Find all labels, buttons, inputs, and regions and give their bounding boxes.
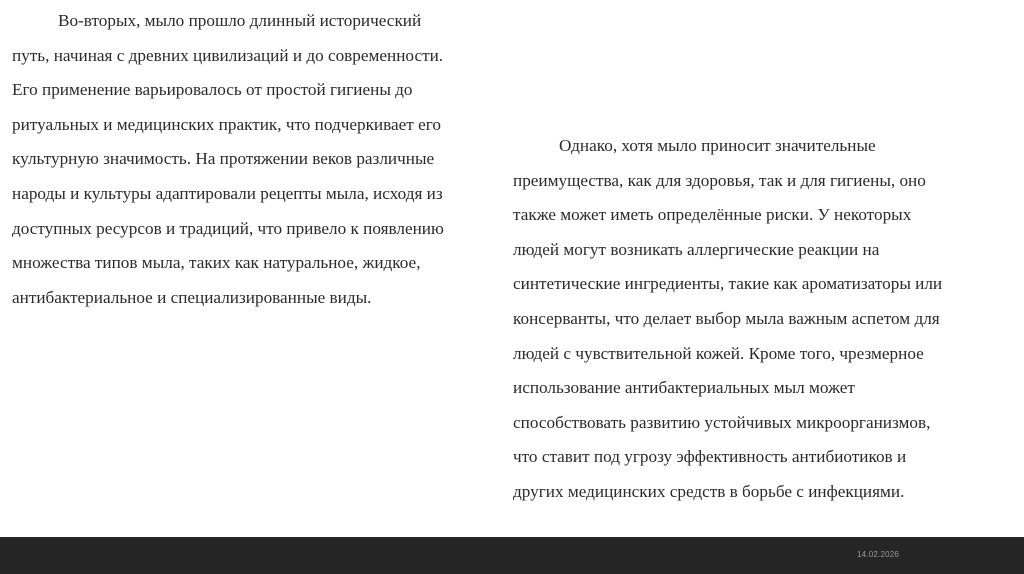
paragraph-line: что ставит под угрозу эффективность антибиотиков и xyxy=(513,447,907,467)
paragraph-line: преимущества, как для здоровья, так и для гигиены, оно xyxy=(513,170,926,190)
paragraph-line: людей с чувствительной кожей. Кроме того, чрезмерное xyxy=(513,343,924,363)
paragraph-line xyxy=(513,129,1013,164)
paragraph-line: народы и культуры адаптировали рецепты мыла, исходя из xyxy=(12,183,443,203)
paragraph-line: консерванты, что делает выбор мыла важным аспетом для xyxy=(513,308,940,328)
paragraph-line-text: Однако, хотя мыло приносит значительные xyxy=(559,136,876,155)
paragraph-line: ритуальных и медицинских практик, что подчеркивает его xyxy=(12,114,441,134)
paragraph-line: культурную значимость. На протяжении веков различные xyxy=(12,149,435,169)
paragraph-line: способствовать развитию устойчивых микроорганизмов, xyxy=(513,412,931,432)
paragraph-line: синтетические ингредиенты, такие как ароматизаторы или xyxy=(513,274,943,294)
paragraph-line-text: Во-вторых, мыло прошло длинный исторический xyxy=(58,11,422,30)
paragraph-line: людей могут возникать аллергические реакции на xyxy=(513,239,880,259)
paragraph-line: антибактериальное и специализированные виды. xyxy=(12,287,372,307)
paragraph-line: также может иметь определённые риски. У некоторых xyxy=(513,205,912,225)
paragraph-line: путь, начиная с древних цивилизаций и до современности. xyxy=(12,45,444,65)
paragraph-line: использование антибактериальных мыл может xyxy=(513,378,855,398)
left-paragraph xyxy=(12,4,507,315)
paragraph-line: других медицинских средств в борьбе с инфекциями. xyxy=(513,481,905,501)
paragraph-line: доступных ресурсов и традиций, что привело к появлению xyxy=(12,218,444,238)
paragraph-line: Его применение варьировалось от простой гигиены до xyxy=(12,80,413,100)
footer-bar xyxy=(0,537,1024,574)
right-paragraph xyxy=(513,129,1013,510)
paragraph-line: множества типов мыла, таких как натуральное, жидкое, xyxy=(12,253,421,273)
footer-date: 14.02.2026 xyxy=(857,550,900,559)
paragraph-line xyxy=(12,4,507,39)
